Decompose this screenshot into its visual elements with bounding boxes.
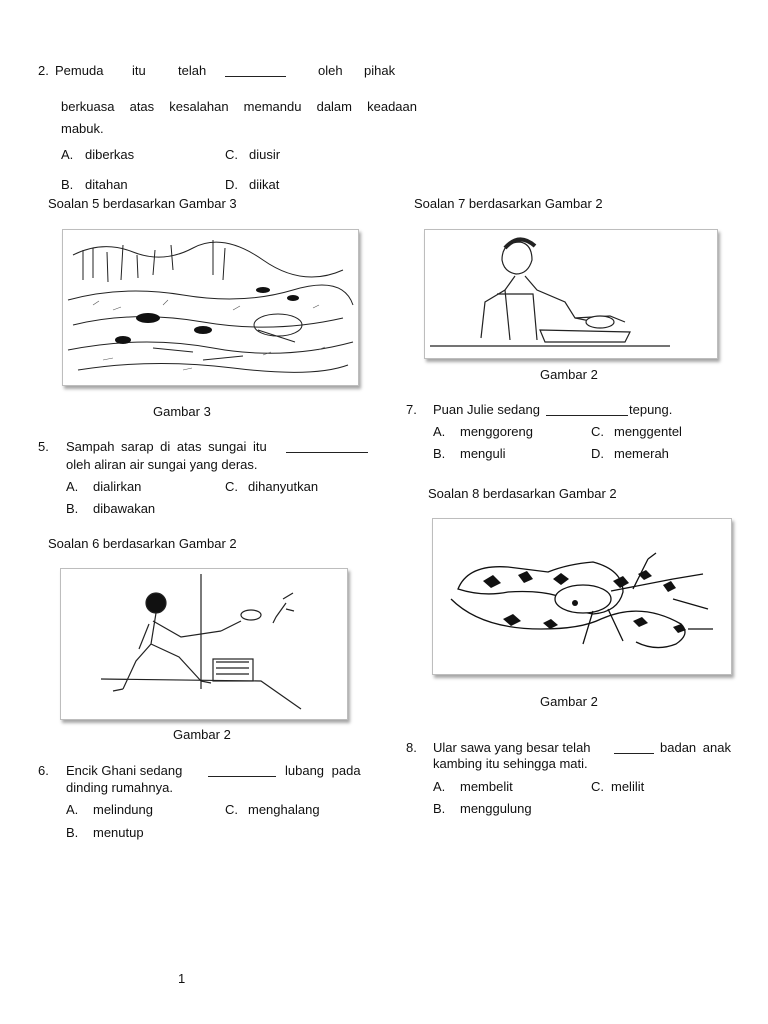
figure-caption: Gambar 2 (540, 694, 598, 709)
option-letter-c: C. (225, 479, 238, 494)
option-letter-b: B. (433, 801, 446, 816)
option-c-text[interactable]: menghalang (248, 802, 320, 817)
figure-woman-kneading (424, 229, 718, 359)
option-b-text[interactable]: menguli (460, 446, 506, 461)
section-heading: Soalan 8 berdasarkan Gambar 2 (428, 486, 617, 501)
river-rubbish-illustration (63, 230, 358, 385)
option-letter-c: C. (591, 424, 604, 439)
option-c-text[interactable]: menggentel (614, 424, 682, 439)
option-letter-d: D. (225, 177, 238, 192)
question-text: Encik Ghani sedang (66, 763, 183, 778)
question-text: Ular sawa yang besar telah (433, 740, 591, 755)
option-a-text[interactable]: dialirkan (93, 479, 142, 494)
question-word: oleh (318, 63, 343, 78)
option-letter-b: B. (66, 825, 79, 840)
question-number: 7. (406, 402, 417, 417)
option-d-text[interactable]: diikat (249, 177, 280, 192)
question-text: mabuk. (61, 121, 104, 136)
answer-blank (208, 764, 276, 777)
option-letter-a: A. (433, 779, 446, 794)
question-text: kambing itu sehingga mati. (433, 756, 588, 771)
option-b-text[interactable]: menutup (93, 825, 144, 840)
option-b-text[interactable]: menggulung (460, 801, 532, 816)
question-text: Puan Julie sedang (433, 402, 540, 417)
question-word: itu (132, 63, 146, 78)
question-text: berkuasa atas kesalahan memandu dalam keadaan (61, 99, 417, 114)
question-text: oleh aliran air sungai yang deras. (66, 457, 258, 472)
question-number: 5. (38, 439, 49, 454)
option-letter-a: A. (61, 147, 74, 162)
option-letter-a: A. (433, 424, 446, 439)
option-letter-c: C. (225, 802, 238, 817)
question-number: 2. (38, 63, 49, 78)
question-word: Pemuda (55, 63, 104, 78)
question-number: 6. (38, 763, 49, 778)
section-heading: Soalan 6 berdasarkan Gambar 2 (48, 536, 237, 551)
question-text: dinding rumahnya. (66, 780, 173, 795)
figure-man-painting (60, 568, 348, 720)
section-heading: Soalan 5 berdasarkan Gambar 3 (48, 196, 237, 211)
option-letter-b: B. (433, 446, 446, 461)
figure-caption: Gambar 3 (153, 404, 211, 419)
option-a-text[interactable]: diberkas (85, 147, 135, 162)
question-text: tepung. (629, 402, 673, 417)
man-painting-illustration (61, 569, 347, 719)
option-letter-d: D. (591, 446, 604, 461)
figure-python-goat (432, 518, 732, 675)
option-d-text[interactable]: memerah (614, 446, 669, 461)
woman-kneading-illustration (425, 230, 717, 358)
question-word: pihak (364, 63, 396, 78)
option-c-text[interactable]: melilit (611, 779, 645, 794)
question-word: telah (178, 63, 207, 78)
option-b-text[interactable]: dibawakan (93, 501, 156, 516)
question-text: Sampah sarap di atas sungai itu (66, 439, 267, 454)
option-letter-b: B. (66, 501, 79, 516)
figure-caption: Gambar 2 (540, 367, 598, 382)
option-a-text[interactable]: melindung (93, 802, 153, 817)
option-letter-b: B. (61, 177, 74, 192)
page-number: 1 (178, 971, 186, 986)
question-text: lubang pada (285, 763, 361, 778)
option-a-text[interactable]: menggoreng (460, 424, 533, 439)
figure-caption: Gambar 2 (173, 727, 231, 742)
question-text-line (61, 99, 417, 114)
section-heading: Soalan 7 berdasarkan Gambar 2 (414, 196, 603, 211)
option-c-text[interactable]: diusir (249, 147, 281, 162)
answer-blank (286, 440, 368, 453)
option-c-text[interactable]: dihanyutkan (248, 479, 319, 494)
answer-blank (546, 403, 628, 416)
python-goat-illustration (433, 519, 731, 674)
option-letter-c: C. (591, 779, 604, 794)
answer-blank (225, 64, 286, 77)
option-a-text[interactable]: membelit (460, 779, 513, 794)
question-text: badan anak (660, 740, 731, 755)
answer-blank (614, 741, 654, 754)
option-b-text[interactable]: ditahan (85, 177, 128, 192)
option-letter-a: A. (66, 802, 79, 817)
figure-river-rubbish (62, 229, 359, 386)
question-number: 8. (406, 740, 417, 755)
option-letter-a: A. (66, 479, 79, 494)
option-letter-c: C. (225, 147, 238, 162)
